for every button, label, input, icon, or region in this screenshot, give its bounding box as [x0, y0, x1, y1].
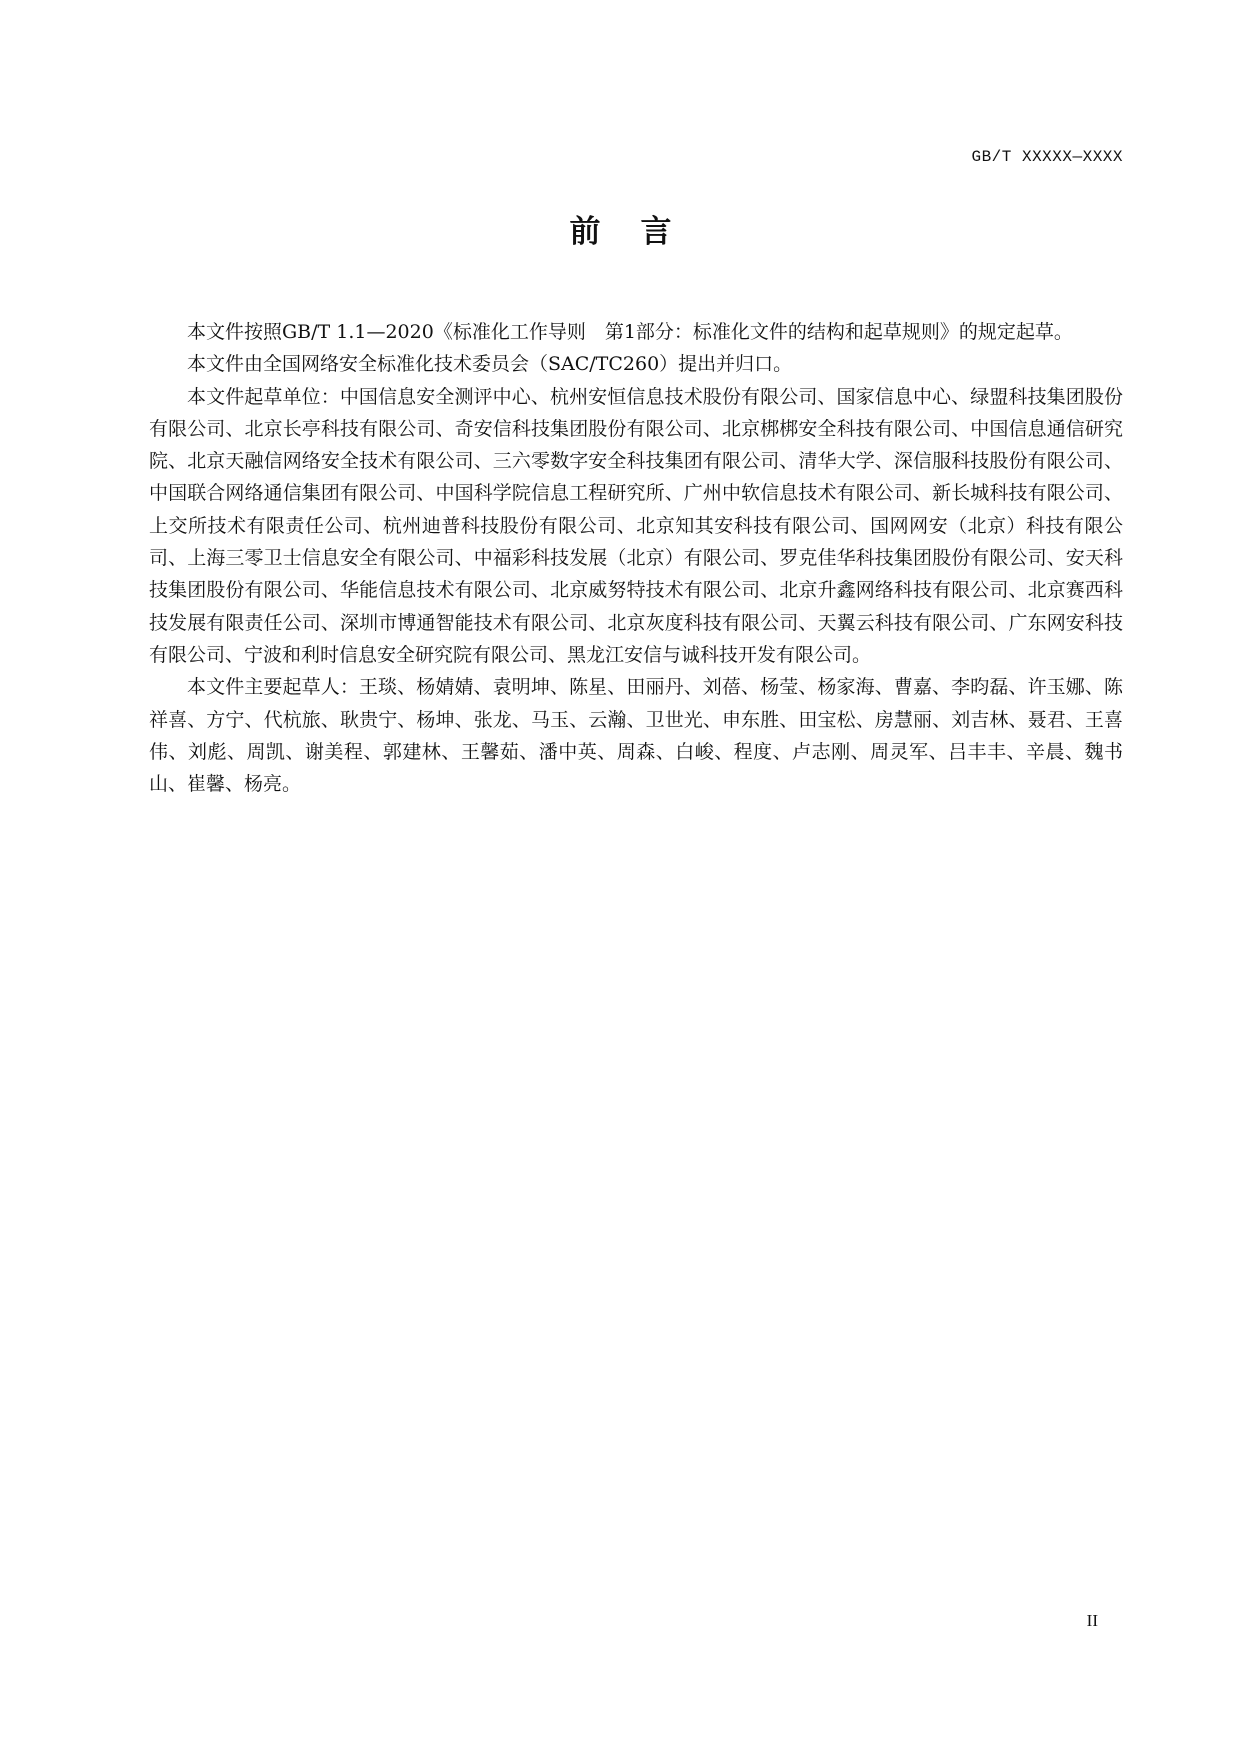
paragraph-drafting-rules: 本文件按照GB/T 1.1—2020《标准化工作导则 第1部分：标准化文件的结构和起草规则》的规定起草。	[187, 321, 1073, 343]
paragraph-committee: 本文件由全国网络安全标准化技术委员会（SAC/TC260）提出并归口。	[187, 353, 793, 376]
page-title: 前言	[569, 214, 712, 250]
paragraph-drafting-units: 本文件起草单位：中国信息安全测评中心、杭州安恒信息技术股份有限公司、国家信息中心、绿盟科技集团股份有限公司、北京长亭科技有限公司、奇安信科技集团股份有限公司、北京梆梆安全科技有限公司、中国信息通信研究院、北京天融信网络安全技术有限公司、三六零数字安全科技集团有限公司、清华大学、深信服科技股份有限公司、中国联合网络通信集团有限公司、中国科学院信息工程研究所、广州中软信息技术有限公司、新长城科技有限公司、上交所技术有限责任公司、杭州迪普科技股份有限公司、北京知其安科技有限公司、国网网安（北京）科技有限公司、上海三零卫士信息安全有限公司、中福彩科技发展（北京）有限公司、罗克佳华科技集团股份有限公司、安天科技集团股份有限公司、华能信息技术有限公司、北京威努特技术有限公司、北京升鑫网络科技有限公司、北京赛西科技发展有限责任公司、深圳市博通智能技术有限公司、北京灰度科技有限公司、天翼云科技有限公司、广东网安科技有限公司、宁波和利时信息安全研究院有限公司、黑龙江安信与诚科技开发有限公司。	[149, 385, 1123, 666]
standard-code: GB/T XXXXX—XXXX	[971, 148, 1123, 166]
page-number: II	[1086, 1611, 1098, 1630]
paragraph-drafters: 本文件主要起草人：王琰、杨婧婧、袁明坤、陈星、田丽丹、刘蓓、杨莹、杨家海、曹嘉、李昀磊、许玉娜、陈祥喜、方宁、代杭旅、耿贵宁、杨坤、张龙、马玉、云瀚、卫世光、申东胜、田宝松、房慧丽、刘吉林、聂君、王喜伟、刘彪、周凯、谢美程、郭建林、王馨茹、潘中英、周森、白峻、程度、卢志刚、周灵军、吕丰丰、辛晨、魏书山、崔馨、杨亮。	[149, 676, 1123, 796]
foreword-body	[149, 316, 1123, 800]
